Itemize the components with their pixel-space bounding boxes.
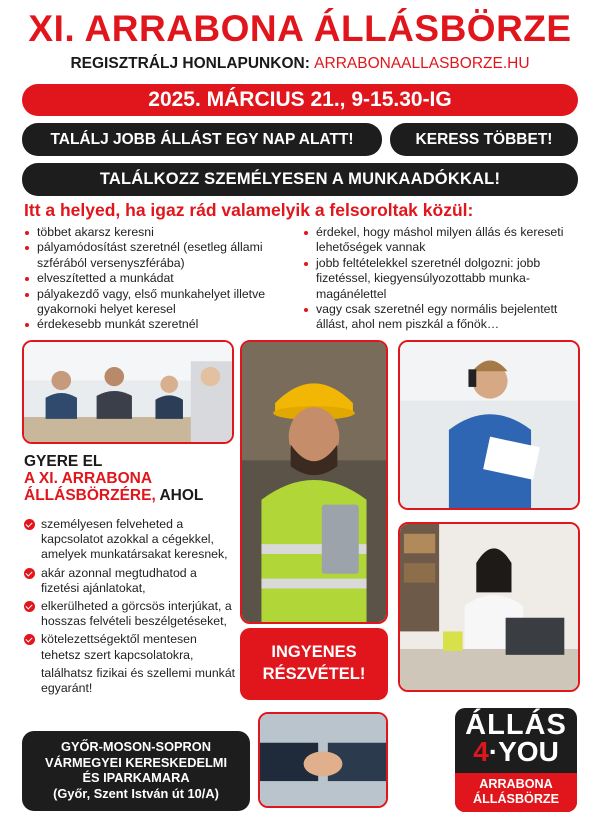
audience-heading: Itt a helyed, ha igaz rád valamelyik a felsoroltak közül: xyxy=(24,200,474,220)
check-icon xyxy=(24,568,35,579)
logo-four: 4 xyxy=(473,736,489,767)
slogan-earn-more: KERESS TÖBBET! xyxy=(390,123,578,156)
slogan-meet-employers: TALÁLKOZZ SZEMÉLYESEN A MUNKAADÓKKAL! xyxy=(22,163,578,196)
benefit-item xyxy=(24,566,236,596)
list-item: érdekesebb munkát szeretnél xyxy=(24,317,299,332)
register-label: REGISZTRÁLJ HONLAPUNKON: xyxy=(70,55,310,72)
come-line-3-red: ÁLLÁSBÖRZÉRE, xyxy=(24,487,156,504)
slogan-better-job: TALÁLJ JOBB ÁLLÁST EGY NAP ALATT! xyxy=(22,123,382,156)
audience-list-left xyxy=(24,225,299,333)
interview-photo xyxy=(22,340,234,444)
free-line-1: INGYENES xyxy=(271,643,357,661)
allas-4-you-logo xyxy=(455,708,577,812)
list-item: jobb feltételekkel szeretnél dolgozni: jobb fizetéssel, kiegyensúlyozottabb munka-magánélettel xyxy=(303,256,588,302)
event-date-banner: 2025. MÁRCIUS 21., 9-15.30-IG xyxy=(22,84,578,116)
logo-dot: · xyxy=(488,736,499,767)
check-icon xyxy=(24,634,35,645)
come-heading xyxy=(24,453,234,504)
page-title: XI. ARRABONA ÁLLÁSBÖRZE xyxy=(28,8,572,49)
benefit-text: kötelezettségektől mentesen tehetsz szert kapcsolatokra, xyxy=(41,632,197,662)
come-line-2: A XI. ARRABONA xyxy=(24,470,153,487)
logo-you: YOU xyxy=(498,736,559,767)
logo-middle xyxy=(455,736,577,767)
benefit-text: elkerülheted a görcsös interjúkat, a hosszas felvételi beszélgetéseket, xyxy=(41,599,232,629)
handshake-photo xyxy=(258,712,388,808)
free-line-2: RÉSZVÉTEL! xyxy=(262,665,366,683)
benefits-list xyxy=(24,517,236,699)
check-icon xyxy=(24,519,35,530)
chamber-address: (Győr, Szent István út 10/A) xyxy=(53,785,219,801)
office-woman-photo xyxy=(398,522,580,692)
free-participation-badge xyxy=(240,628,388,700)
chamber-line-2: VÁRMEGYEI KERESKEDELMI xyxy=(44,754,228,770)
chamber-of-commerce-box xyxy=(22,731,250,811)
come-line-1: GYERE EL xyxy=(24,453,103,470)
benefit-text: találhatsz fizikai és szellemi munkát egyaránt! xyxy=(41,665,236,696)
logo-top-text: ÁLLÁS xyxy=(465,709,567,741)
benefit-text: akár azonnal megtudhatod a fizetési ajánlatokat, xyxy=(41,565,197,595)
list-item: érdekel, hogy máshol milyen állás és kereseti lehetőségek vannak xyxy=(303,225,588,256)
register-line xyxy=(0,55,600,73)
list-item: pályamódosítást szeretnél (esetleg állami szférából versenyszférába) xyxy=(24,240,299,271)
check-icon xyxy=(24,601,35,612)
list-item: elveszítetted a munkádat xyxy=(24,271,299,286)
chamber-line-3: ÉS IPARKAMARA xyxy=(82,770,190,786)
logo-bottom-band xyxy=(455,773,577,812)
man-on-phone-photo xyxy=(398,340,580,510)
logo-bottom-line-1: ARRABONA xyxy=(479,777,553,791)
benefit-item xyxy=(24,517,236,563)
chamber-line-1: GYŐR-MOSON-SOPRON xyxy=(60,739,211,754)
come-line-3-black: AHOL xyxy=(155,487,204,504)
list-item: pályakezdő vagy, első munkahelyet illetve gyakornoki helyet keresel xyxy=(24,287,299,318)
logo-bottom-line-2: ÁLLÁSBÖRZE xyxy=(472,792,560,806)
website-link[interactable]: ARRABONAALLASBORZE.HU xyxy=(314,55,530,72)
benefit-item xyxy=(24,666,236,696)
benefit-item xyxy=(24,599,236,629)
audience-list-right xyxy=(303,225,588,333)
list-item: többet akarsz keresni xyxy=(24,225,299,240)
benefit-item xyxy=(24,632,236,662)
benefit-text: személyesen felveheted a kapcsolatot azokkal a cégekkel, amelyek munkatársakat keresnek, xyxy=(41,517,228,562)
construction-worker-photo xyxy=(240,340,388,624)
list-item: vagy csak szeretnél egy normális bejelentett állást, ahol nem piszkál a főnök… xyxy=(303,302,588,333)
